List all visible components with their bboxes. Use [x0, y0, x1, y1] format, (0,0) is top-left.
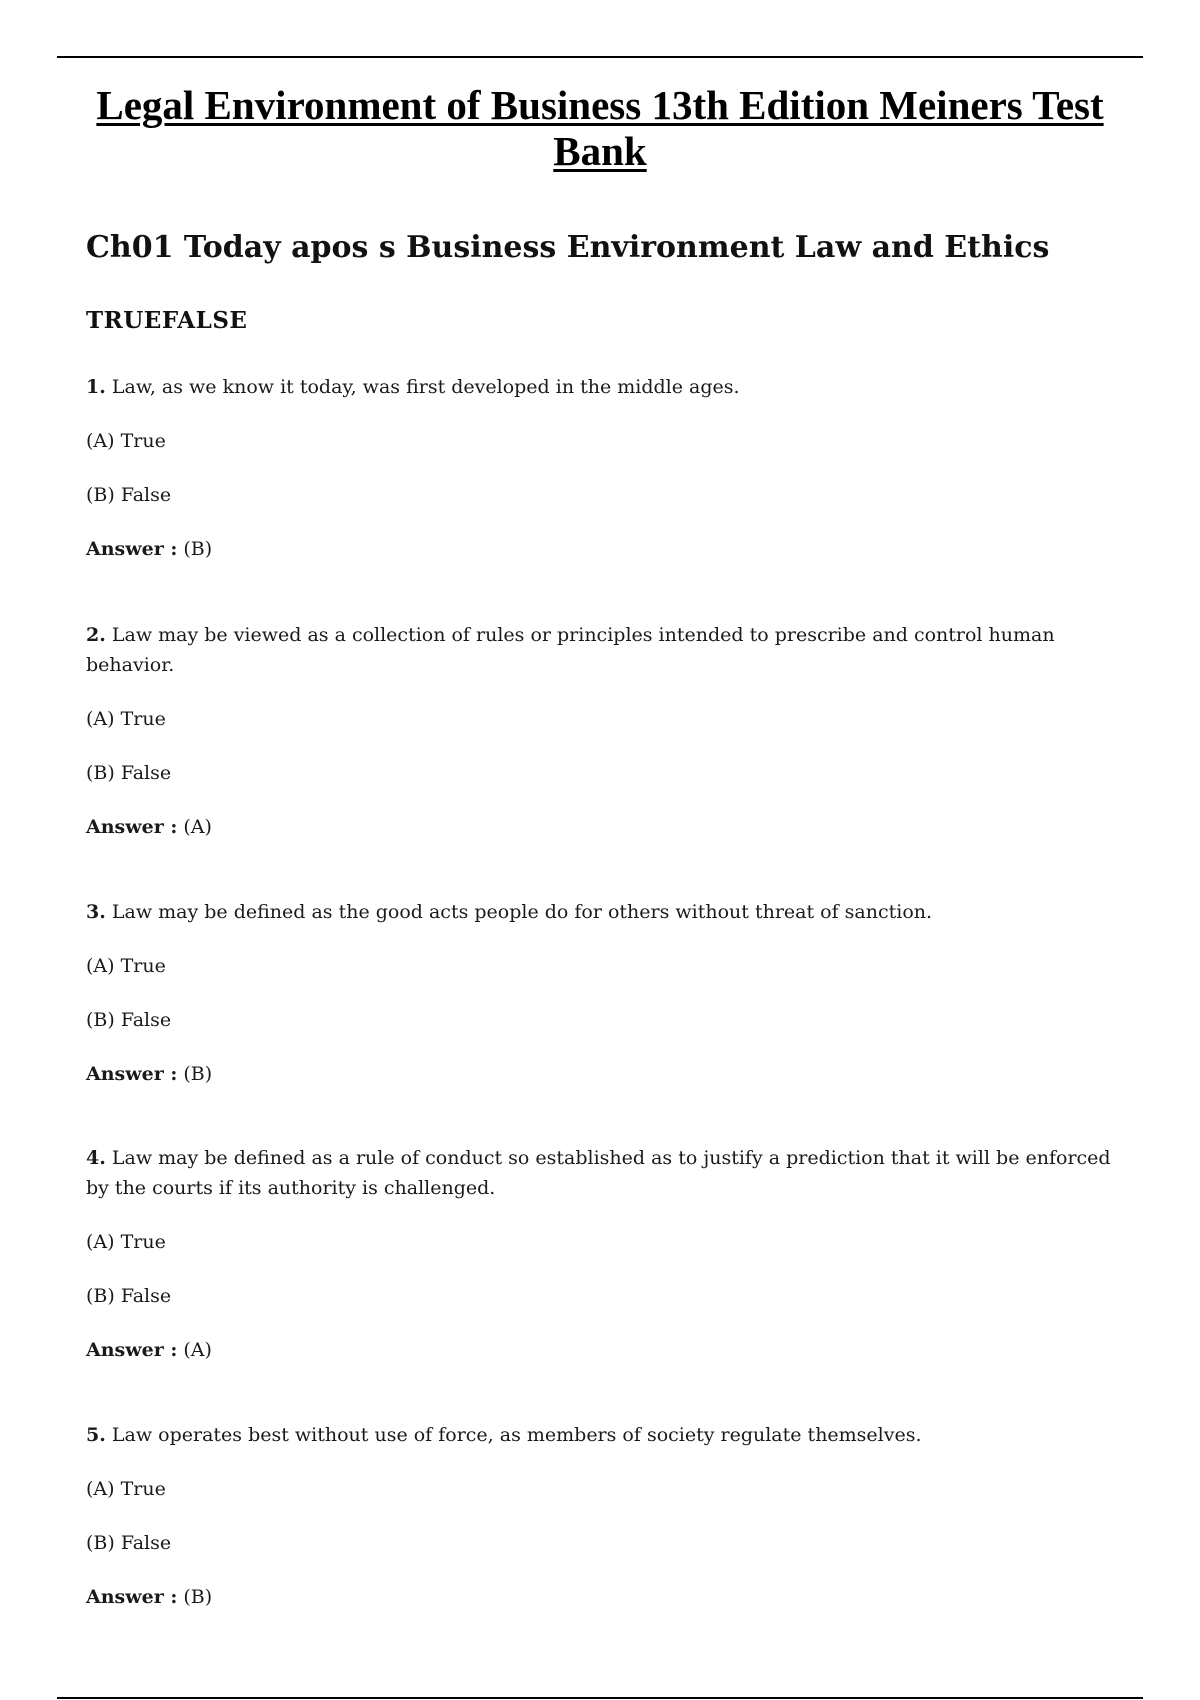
answer-value: (A) [183, 1339, 212, 1361]
option-b: (B) False [86, 1009, 172, 1031]
option-b: (B) False [86, 762, 172, 784]
option-a: (A) True [86, 955, 166, 977]
document-title: Legal Environment of Business 13th Edition Meiners Test Bank [96, 82, 1104, 174]
chapter-heading: Ch01 Today apos s Business Environment Law and Ethics [86, 230, 1050, 265]
question-5 [86, 1420, 1116, 1612]
answer-line [86, 812, 1116, 842]
answer-value: (A) [183, 816, 212, 838]
section-heading: TRUEFALSE [86, 307, 248, 334]
option-a: (A) True [86, 1478, 166, 1500]
answer-label: Answer : [86, 538, 178, 560]
question-2 [86, 620, 1116, 842]
answer-value: (B) [183, 1586, 213, 1608]
answer-label: Answer : [86, 1586, 178, 1608]
question-number: 4. [86, 1147, 106, 1169]
answer-line [86, 1335, 1116, 1365]
question-number: 1. [86, 376, 106, 398]
option-a: (A) True [86, 1231, 166, 1253]
top-divider [57, 56, 1143, 58]
question-text [86, 1420, 1116, 1450]
answer-value: (B) [183, 538, 213, 560]
answer-line [86, 1059, 1116, 1089]
question-body: Law may be defined as the good acts people do for others without threat of sanction. [111, 901, 933, 923]
option-a: (A) True [86, 708, 166, 730]
question-body: Law may be viewed as a collection of rules or principles intended to prescribe and control human behavior. [86, 624, 1055, 676]
answer-label: Answer : [86, 1339, 178, 1361]
question-body: Law, as we know it today, was first developed in the middle ages. [111, 376, 740, 398]
question-number: 5. [86, 1424, 106, 1446]
option-b: (B) False [86, 1285, 172, 1307]
question-number: 2. [86, 624, 106, 646]
question-text [86, 1143, 1116, 1203]
question-number: 3. [86, 901, 106, 923]
bottom-divider [57, 1697, 1143, 1699]
option-b: (B) False [86, 484, 172, 506]
option-b: (B) False [86, 1532, 172, 1554]
question-4 [86, 1143, 1116, 1365]
answer-label: Answer : [86, 1063, 178, 1085]
question-text [86, 897, 1116, 927]
question-body: Law operates best without use of force, as members of society regulate themselves. [111, 1424, 922, 1446]
option-a: (A) True [86, 430, 166, 452]
question-text [86, 620, 1116, 680]
answer-line [86, 534, 1116, 564]
answer-value: (B) [183, 1063, 213, 1085]
question-1 [86, 372, 1116, 564]
question-3 [86, 897, 1116, 1089]
answer-label: Answer : [86, 816, 178, 838]
answer-line [86, 1582, 1116, 1612]
question-text [86, 372, 1116, 402]
question-body: Law may be defined as a rule of conduct so established as to justify a prediction that it will be enforced by the courts if its authority is challenged. [86, 1147, 1111, 1199]
